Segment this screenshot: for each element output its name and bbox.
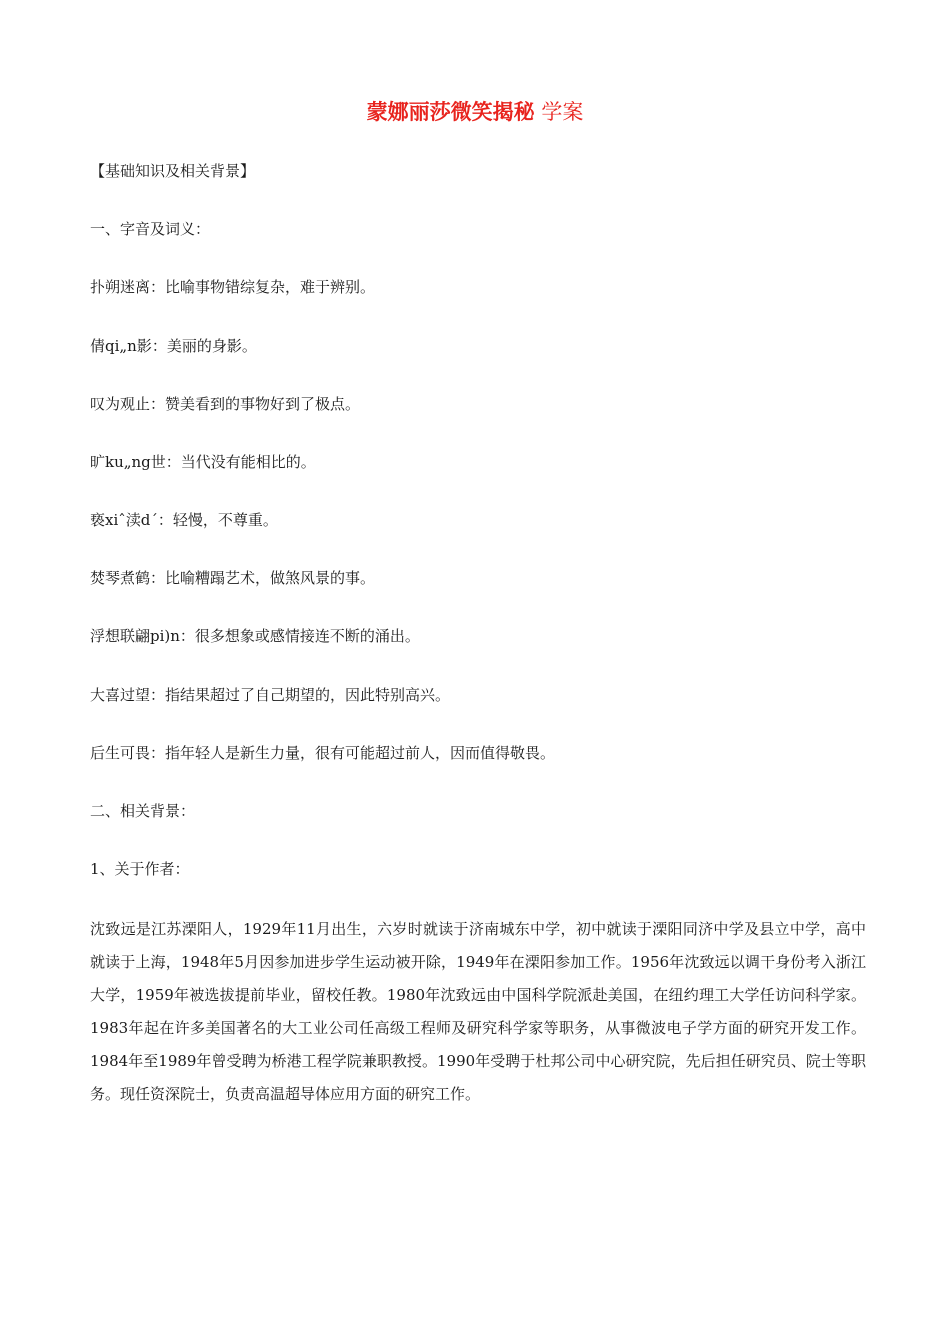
vocab-item: 亵xiˆ渎dˊ：轻慢，不尊重。	[90, 511, 278, 529]
title-main: 蒙娜丽莎微笑揭秘	[366, 99, 535, 124]
author-bio: 沈致远是江苏溧阳人，1929年11月出生，六岁时就读于济南城东中学，初中就读于溧阳同济中学及县立中学，高中就读于上海，1948年5月因参加进步学生运动被开除，1949年在溧阳参加工作。1956年沈致远以调干身份考入浙江大学，1959年被选拔提前毕业，留校任教。1980年沈致远由中国科学院派赴美国，在纽约理工大学任访问科学家。1983年起在许多美国著名的大工业公司任高级工程师及研究科学家等职务，从事微波电子学方面的研究开发工作。1984年至1989年曾受聘为桥港工程学院兼职教授。1990年受聘于杜邦公司中心研究院，先后担任研究员、院士等职务。现任资深院士，负责高温超导体应用方面的研究工作。	[90, 920, 866, 1103]
vocab-item: 倩qi„n影：美丽的身影。	[90, 337, 257, 355]
vocab-item: 大喜过望：指结果超过了自己期望的，因此特别高兴。	[90, 686, 451, 704]
vocab-item: 焚琴煮鹤：比喻糟蹋艺术，做煞风景的事。	[90, 569, 376, 587]
vocab-item: 浮想联翩pi)n：很多想象或感情接连不断的涌出。	[90, 627, 420, 645]
part1-heading: 一、字音及词义：	[90, 220, 211, 238]
vocab-item: 叹为观止：赞美看到的事物好到了极点。	[90, 395, 361, 413]
section-heading: 【基础知识及相关背景】	[90, 162, 256, 180]
vocab-item: 扑朔迷离：比喻事物错综复杂，难于辨别。	[90, 278, 376, 296]
vocab-item: 旷ku„ng世：当代没有能相比的。	[90, 453, 316, 471]
part2-heading: 二、相关背景：	[90, 802, 196, 820]
author-heading: 1、关于作者：	[90, 860, 190, 878]
page-title	[0, 96, 950, 128]
vocab-item: 后生可畏：指年轻人是新生力量，很有可能超过前人，因而值得敬畏。	[90, 744, 556, 762]
title-sub: 学案	[541, 100, 584, 124]
